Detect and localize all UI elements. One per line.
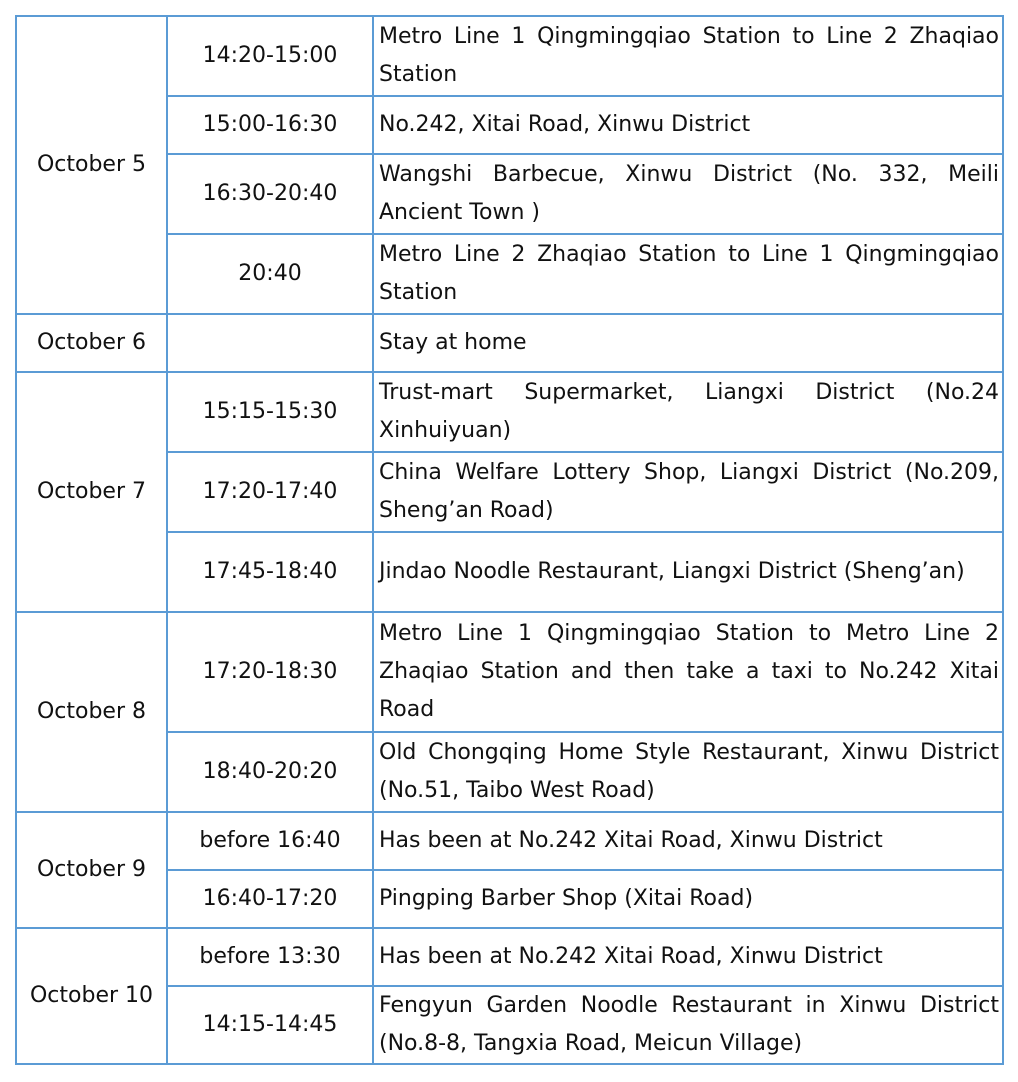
place-cell: No.242, Xitai Road, Xinwu District [373,96,1003,154]
time-cell: 17:20-18:30 [167,612,373,732]
place-cell: Fengyun Garden Noodle Restaurant in Xinwu District (No.8-8, Tangxia Road, Meicun Village) [373,986,1003,1064]
table-row [16,16,1003,96]
table-row [16,372,1003,452]
time-cell: 16:40-17:20 [167,870,373,928]
time-cell: 17:20-17:40 [167,452,373,532]
time-cell: 20:40 [167,234,373,314]
place-cell: Metro Line 1 Qingmingqiao Station to Metro Line 2 Zhaqiao Station and then take a taxi to No.242 Xitai Road [373,612,1003,732]
place-cell: Wangshi Barbecue, Xinwu District (No. 332, Meili Ancient Town ) [373,154,1003,234]
time-cell [167,314,373,372]
date-cell: October 10 [16,928,167,1064]
table-row [16,612,1003,732]
date-cell: October 9 [16,812,167,928]
time-cell: 14:15-14:45 [167,986,373,1064]
place-cell: Has been at No.242 Xitai Road, Xinwu District [373,928,1003,986]
table-row [16,812,1003,870]
itinerary-table [15,15,1004,1065]
table-row [16,928,1003,986]
time-cell: before 16:40 [167,812,373,870]
place-cell: Old Chongqing Home Style Restaurant, Xinwu District (No.51, Taibo West Road) [373,732,1003,812]
time-cell: before 13:30 [167,928,373,986]
place-cell: Trust-mart Supermarket, Liangxi District (No.24 Xinhuiyuan) [373,372,1003,452]
time-cell: 15:00-16:30 [167,96,373,154]
place-cell: Jindao Noodle Restaurant, Liangxi District (Sheng’an) [373,532,1003,612]
place-cell: Stay at home [373,314,1003,372]
time-cell: 18:40-20:20 [167,732,373,812]
date-cell: October 8 [16,612,167,812]
time-cell: 17:45-18:40 [167,532,373,612]
time-cell: 15:15-15:30 [167,372,373,452]
table-row [16,314,1003,372]
time-cell: 14:20-15:00 [167,16,373,96]
place-cell: Has been at No.242 Xitai Road, Xinwu District [373,812,1003,870]
place-cell: Pingping Barber Shop (Xitai Road) [373,870,1003,928]
date-cell: October 7 [16,372,167,612]
time-cell: 16:30-20:40 [167,154,373,234]
place-cell: Metro Line 2 Zhaqiao Station to Line 1 Qingmingqiao Station [373,234,1003,314]
date-cell: October 5 [16,16,167,314]
place-cell: China Welfare Lottery Shop, Liangxi District (No.209, Sheng’an Road) [373,452,1003,532]
date-cell: October 6 [16,314,167,372]
place-cell: Metro Line 1 Qingmingqiao Station to Line 2 Zhaqiao Station [373,16,1003,96]
